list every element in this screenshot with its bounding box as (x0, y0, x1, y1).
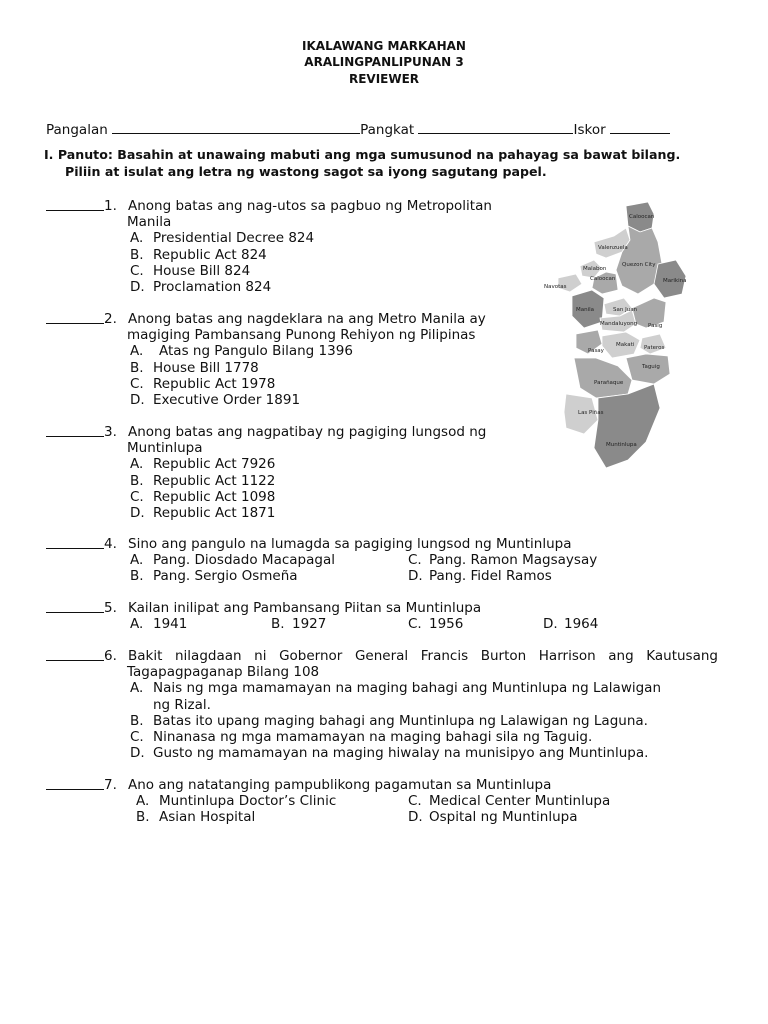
question-1 (46, 198, 526, 295)
question-number: 1. (104, 198, 117, 214)
label-quezon-city: Quezon City (622, 262, 656, 268)
option-d: D. Executive Order 1891 (130, 391, 301, 408)
metro-manila-map (536, 198, 692, 480)
option-b: B. Republic Act 824 (130, 246, 267, 263)
map-regions (558, 202, 686, 468)
instructions-line-1: I. Panuto: Basahin at unawaing mabuti ang mga sumusunod na pahayag sa bawat bilang. (44, 147, 681, 162)
label-pateros: Pateros (644, 345, 665, 351)
region-paranaque (574, 358, 632, 398)
question-3 (46, 424, 526, 521)
question-number: 4. (104, 536, 117, 552)
option-c: C. 1956 (408, 616, 464, 633)
question-text: Sino ang pangulo na lumagda sa pagiging lungsod ng Muntinlupa (128, 536, 572, 552)
answer-blank[interactable] (46, 536, 104, 549)
option-a-continued: ng Rizal. (153, 696, 211, 713)
label-pasig: Pasig (648, 323, 663, 329)
header-quarter: IKALAWANG MARKAHAN (302, 39, 466, 53)
region-pateros (640, 334, 666, 354)
option-c: C. Ninanasa ng mga mamamayan na maging bahagi sila ng Taguig. (130, 728, 593, 745)
question-text: Bakit nilagdaan ni Gobernor General Francis Burton Harrison ang Kautusang (128, 648, 718, 664)
question-text: Ano ang natatanging pampublikong pagamutan sa Muntinlupa (128, 777, 552, 793)
instructions-line-2: Piliin at isulat ang letra ng wastong sagot sa iyong sagutang papel. (65, 164, 547, 179)
label-las-pinas: Las Piñas (578, 410, 604, 416)
option-c: C. House Bill 824 (130, 262, 251, 279)
label-taguig: Taguig (642, 364, 660, 370)
answer-blank[interactable] (46, 311, 104, 324)
option-b: B. Asian Hospital (136, 809, 256, 826)
answer-blank[interactable] (46, 777, 104, 790)
option-b: B. Republic Act 1122 (130, 472, 276, 489)
header-reviewer: REVIEWER (348, 72, 420, 86)
name-label: Pangalan (46, 122, 108, 138)
score-blank[interactable] (610, 121, 670, 134)
label-muntinlupa: Muntinlupa (606, 442, 637, 448)
label-malabon: Malabon (583, 266, 607, 272)
question-number: 2. (104, 311, 117, 327)
option-a: A. Presidential Decree 824 (130, 230, 315, 247)
label-marikina: Marikina (663, 278, 687, 284)
student-info-row (46, 121, 670, 138)
question-5 (46, 600, 666, 632)
option-b: B. 1927 (271, 616, 327, 633)
option-a: A. Nais ng mga mamamayan na maging bahagi ang Muntinlupa ng Lalawigan (130, 680, 662, 697)
answer-blank[interactable] (46, 648, 104, 661)
label-caloocan-north: Caloocan (629, 214, 655, 220)
option-a: A. Republic Act 7926 (130, 456, 276, 473)
option-d: D. Pang. Fidel Ramos (408, 568, 552, 585)
answer-blank[interactable] (46, 600, 104, 613)
question-number: 3. (104, 424, 117, 440)
option-d: D. Proclamation 824 (130, 278, 272, 295)
question-number: 6. (104, 648, 117, 664)
question-text: Tagapagpaganap Bilang 108 (127, 664, 320, 681)
question-text: Anong batas ang nagdeklara na ang Metro Manila ay (128, 311, 486, 327)
label-navotas: Navotas (544, 284, 567, 290)
option-a: A. Atas ng Pangulo Bilang 1396 (130, 343, 353, 360)
label-san-juan: San Juan (613, 307, 638, 313)
section-blank[interactable] (418, 121, 573, 134)
option-d: D. Ospital ng Muntinlupa (408, 809, 578, 826)
question-text: magiging Pambansang Punong Rehiyon ng Pilipinas (127, 327, 476, 344)
option-d: D. 1964 (543, 616, 599, 633)
label-pasay: Pasay (588, 348, 604, 354)
option-c: C. Republic Act 1098 (130, 488, 276, 505)
section-label: Pangkat (360, 122, 415, 138)
option-d: D. Republic Act 1871 (130, 504, 276, 521)
question-6 (46, 648, 718, 761)
label-valenzuela: Valenzuela (598, 245, 628, 251)
question-7 (46, 777, 666, 826)
name-blank[interactable] (112, 121, 360, 134)
option-b: B. House Bill 1778 (130, 359, 259, 376)
option-c: C. Pang. Ramon Magsaysay (408, 552, 598, 569)
question-text: Kailan inilipat ang Pambansang Piitan sa Muntinlupa (128, 600, 482, 616)
option-c: C. Republic Act 1978 (130, 375, 276, 392)
question-text: Anong batas ang nag-utos sa pagbuo ng Metropolitan (128, 198, 492, 214)
question-number: 7. (104, 777, 117, 793)
answer-blank[interactable] (46, 424, 104, 437)
label-caloocan-south: Caloocan (590, 276, 616, 282)
header-subject: ARALINGPANLIPUNAN 3 (304, 55, 464, 69)
option-b: B. Batas ito upang maging bahagi ang Muntinlupa ng Lalawigan ng Laguna. (130, 712, 648, 729)
option-b: B. Pang. Sergio Osmeña (130, 568, 298, 585)
label-mandaluyong: Mandaluyong (600, 321, 638, 327)
option-d: D. Gusto ng mamamayan na maging hiwalay na munisipyo ang Muntinlupa. (130, 745, 649, 762)
option-a: A. Pang. Diosdado Macapagal (130, 552, 335, 569)
option-a: A. 1941 (130, 616, 188, 633)
question-text: Muntinlupa (127, 440, 203, 457)
question-number: 5. (104, 600, 117, 616)
label-paranaque: Parañaque (594, 380, 624, 386)
question-4 (46, 536, 666, 585)
option-c: C. Medical Center Muntinlupa (408, 793, 611, 810)
label-makati: Makati (616, 342, 635, 348)
label-manila: Manila (576, 307, 595, 313)
question-2 (46, 311, 526, 408)
score-label: Iskor (573, 122, 606, 138)
question-text: Manila (127, 214, 172, 231)
option-a: A. Muntinlupa Doctor’s Clinic (136, 793, 337, 810)
question-text: Anong batas ang nagpatibay ng pagiging lungsod ng (128, 424, 487, 440)
answer-blank[interactable] (46, 198, 104, 211)
